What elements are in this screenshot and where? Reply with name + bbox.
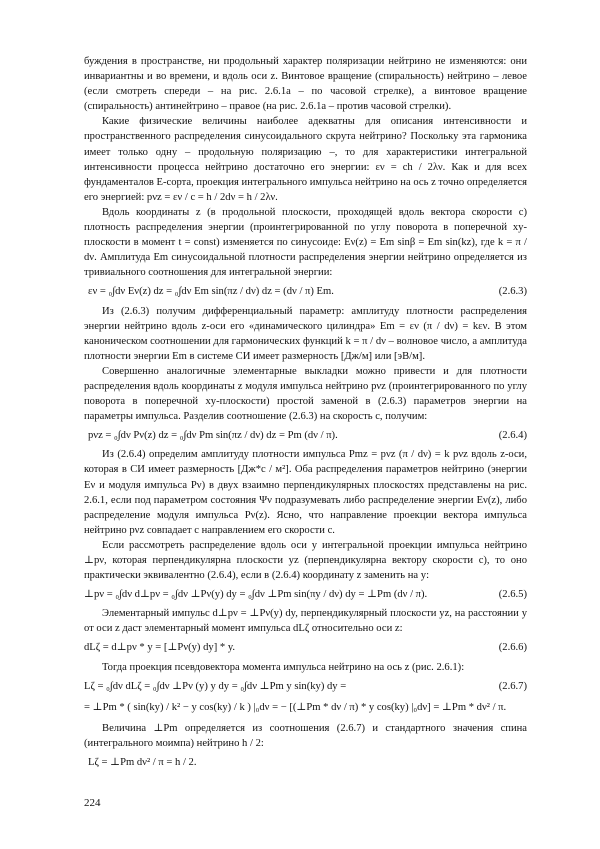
equation-2-6-5	[84, 587, 527, 602]
equation-number: (2.6.5)	[498, 589, 527, 601]
equation-body: pνz = ₀∫dν Pν(z) dz = ₀∫dν Pm sin(πz / dν) dz = Pm (dν / π).	[88, 430, 338, 442]
paragraph-9: Тогда проекция псевдовектора момента импульса нейтрино на ось z (рис. 2.6.1):	[102, 661, 465, 673]
equation-body: ⊥pν = ₀∫dν d⊥pν = ₀∫dν ⊥Pν(y) dy = ₀∫dν ⊥Pm sin(πy / dν) dy = ⊥Pm (dν / π).	[84, 589, 428, 601]
equation-2-6-6	[84, 640, 527, 655]
paragraph-2: Какие физические величины наиболее адекватны для описания интенсивности и пространственного распределения синусоидального скрута нейтрино? Поскольку эта гармоника имеет только одну – продольную поляризацию –, то для характеристики интегральной интенсивности процесса нейтрино достаточно его энергии: εν = ch / 2λν. Как и для всех фундаменталов Е-сорта, проекция интегрального импульса нейтрино на ось z точно определяется его энергией: pνz = εν / c = h / 2dν = h / 2λν.	[84, 116, 527, 203]
equation-2-6-4	[84, 428, 527, 443]
equation-spin	[84, 755, 527, 770]
paper-page	[84, 54, 527, 774]
paragraph-1: буждения в пространстве, ни продольный характер поляризации нейтрино не изменяются: они инвариантны и во времени, и вдоль оси z. Винтовое вращение (спиральность) нейтрино – левое (если смотреть спереди – на рис. 2.6.1а – по часовой стрелке), а винтовое вращение (спиральность) антинейтрино – правое (на рис. 2.6.1а – против часовой стрелки).	[84, 56, 527, 113]
equation-2-6-7	[84, 679, 527, 694]
equation-body: Lζ = ⊥Pm dν² / π = h / 2.	[88, 757, 197, 769]
paragraph-7: Если рассмотреть распределение вдоль оси y интегральной проекции импульса нейтрино ⊥pν, которая перпендикулярна плоскости yz (перпендикулярна вектору скорости c), то оно практически эквивалентно (2.6.4), если в (2.6.4) координату z заменить на y:	[84, 539, 527, 582]
paragraph-6: Из (2.6.4) определим амплитуду плотности импульса Pmz = pνz (π / dν) = k pνz вдоль z-оси, которая в СИ имеет размерность [Дж*с / м²]. Оба распределения параметров нейтрино (энергии Eν и модуля импульса Pν) в двух взаимно перпендикулярных плоскостях представлены на рис. 2.6.1, если под параметром состояния Ψν подразумевать либо распределение энергии Eν(z), либо распределение модуля импульса Pν(z). Ясно, что направление проекции вектора импульса нейтрино pνz совпадает с направлением его скорости c.	[84, 449, 527, 536]
paragraph-5: Совершенно аналогичные элементарные выкладки можно привести и для плотности распределения вдоль координаты z модуля импульса нейтрино pνz (проинтегрированного по углу поворота в поперечной xy-плоскости) простой заменой в (2.6.3) параметров энергии на параметры импульса. Разделив соотношение (2.6.3) на скорость c, получим:	[84, 365, 527, 423]
equation-body: dLζ = d⊥pν * y = [⊥Pν(y) dy] * y.	[84, 642, 236, 654]
paragraph-3: Вдоль координаты z (в продольной плоскости, проходящей вдоль вектора скорости c) плотность распределения энергии (проинтегрированной по углу поворота в поперечной xy-плоскости в момент t = const) изменяется по синусоиде: Eν(z) = Em sinβ = Em sin(kz), где k = π / dν. Амплитуда Em синусоидальной плотности распределения энергии нейтрино определяется из тривиального соотношения для интегральной энергии:	[84, 206, 527, 279]
equation-number: (2.6.7)	[498, 680, 527, 692]
equation-body: εν = ₀∫dν Eν(z) dz = ₀∫dν Em sin(πz / dν) dz = (dν / π) Em.	[88, 286, 334, 298]
paragraph-4: Из (2.6.3) получим дифференциальный параметр: амплитуду плотности распределения энергии нейтрино вдоль z-оси его «динамического цилиндра» Em = εν (π / dν) = kεν. В этом каноническом соотношении для гармонических функций k = π / dν – волновое число, а амплитуда плотности энергии Em в системе СИ имеет размерность [Дж/м] или [эВ/м].	[84, 305, 527, 362]
paragraph-10: Величина ⊥Pm определяется из соотношения (2.6.7) и стандартного значения спина (интегрального моимпа) нейтрино h / 2:	[84, 722, 527, 749]
page-number: 224	[84, 797, 101, 809]
equation-2-6-7-continued	[84, 700, 527, 715]
equation-body: Lζ = ₀∫dν dLζ = ₀∫dν ⊥Pν (y) y dy = ₀∫dν ⊥Pm y sin(ky) dy =	[84, 680, 347, 692]
equation-number: (2.6.6)	[498, 642, 527, 654]
equation-2-6-3	[84, 284, 527, 299]
equation-number: (2.6.4)	[498, 430, 527, 442]
equation-number: (2.6.3)	[498, 286, 527, 298]
equation-body: = ⊥Pm * ( sin(ky) / k² − y cos(ky) / k ) |₀dν = − [(⊥Pm * dν / π) * y cos(ky) |₀dν] = ⊥Pm * dν² / π.	[84, 701, 507, 713]
paragraph-8: Элементарный импульс d⊥pν = ⊥Pν(y) dy, перпендикулярный плоскости yz, на расстоянии y от оси z даст элементарный момент импульса dLζ относительно оси z:	[84, 608, 527, 635]
